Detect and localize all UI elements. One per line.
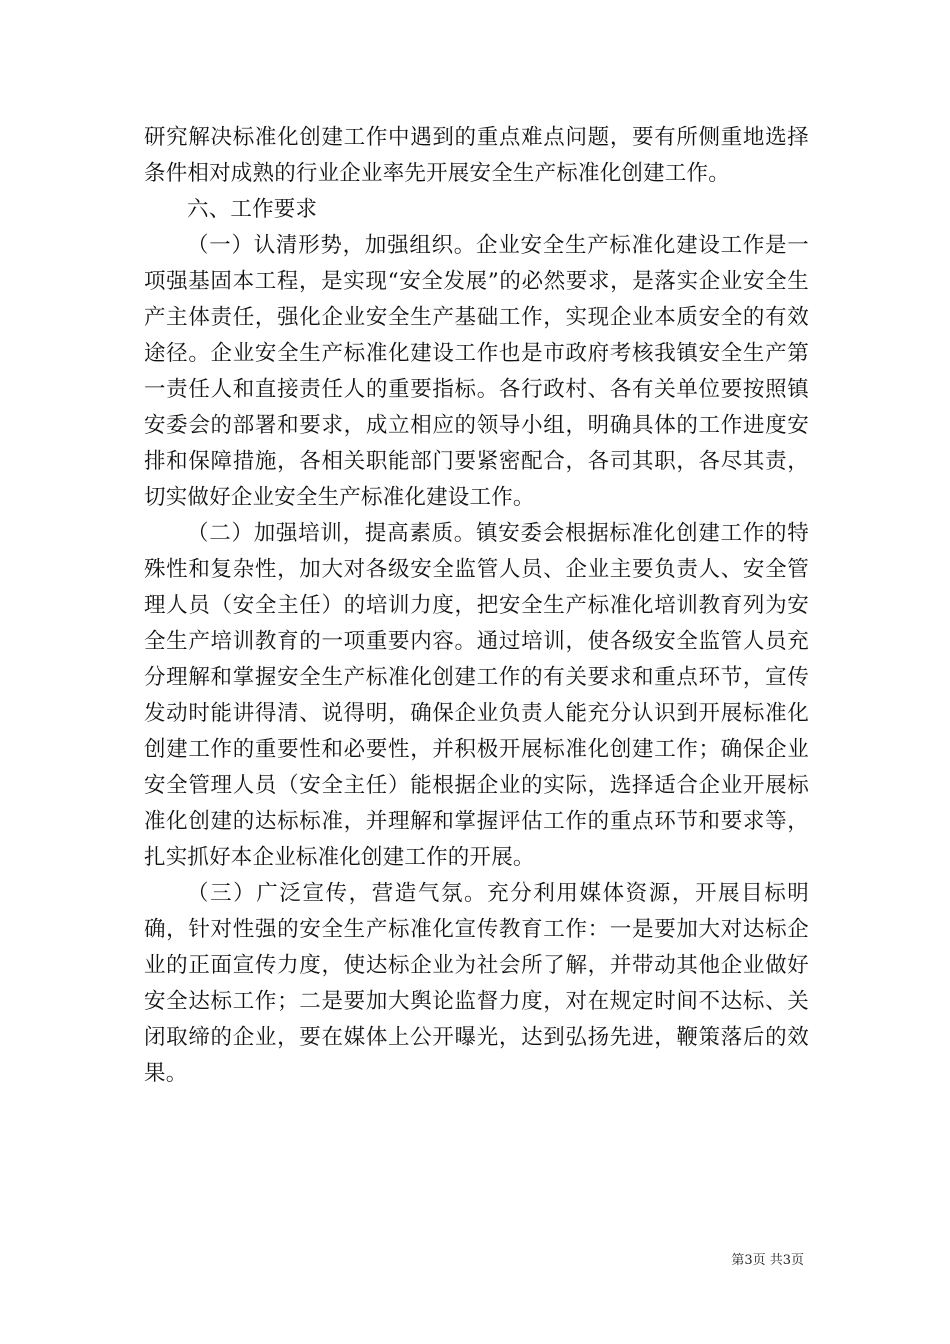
paragraph-continuation: 研究解决标准化创建工作中遇到的重点难点问题，要有所侧重地选择条件相对成熟的行业企业率先开展安全生产标准化创建工作。 [144,125,809,186]
paragraph-requirement-1: （一）认清形势，加强组织。企业安全生产标准化建设工作是一项强基固本工程，是实现“安全发展”的必然要求，是落实企业安全生产主体责任，强化企业安全生产基础工作，实现企业本质安全的有效途径。企业安全生产标准化建设工作也是市政府考核我镇安全生产第一责任人和直接责任人的重要指标。各行政村、各有关单位要按照镇安委会的部署和要求，成立相应的领导小组，明确具体的工作进度安排和保障措施，各相关职能部门要紧密配合，各司其职，各尽其责，切实做好企业安全生产标准化建设工作。 [144,233,809,510]
section-heading: 六、工作要求 [187,197,318,222]
page-number: 第3页 共3页 [731,1253,804,1268]
paragraph-requirement-2: （二）加强培训，提高素质。镇安委会根据标准化创建工作的特殊性和复杂性，加大对各级安全监管人员、企业主要负责人、安全管理人员（安全主任）的培训力度，把安全生产标准化培训教育列为安全生产培训教育的一项重要内容。通过培训，使各级安全监管人员充分理解和掌握安全生产标准化创建工作的有关要求和重点环节，宣传发动时能讲得清、说得明，确保企业负责人能充分认识到开展标准化创建工作的重要性和必要性，并积极开展标准化创建工作；确保企业安全管理人员（安全主任）能根据企业的实际，选择适合企业开展标准化创建的达标标准，并理解和掌握评估工作的重点环节和要求等，扎实抓好本企业标准化创建工作的开展。 [144,521,809,870]
document-body [144,120,809,1092]
paragraph-requirement-3: （三）广泛宣传，营造气氛。充分利用媒体资源，开展目标明确，针对性强的安全生产标准化宣传教育工作：一是要加大对达标企业的正面宣传力度，使达标企业为社会所了解，并带动其他企业做好安全达标工作；二是要加大舆论监督力度，对在规定时间不达标、关闭取缔的企业，要在媒体上公开曝光，达到弘扬先进，鞭策落后的效果。 [144,881,809,1086]
